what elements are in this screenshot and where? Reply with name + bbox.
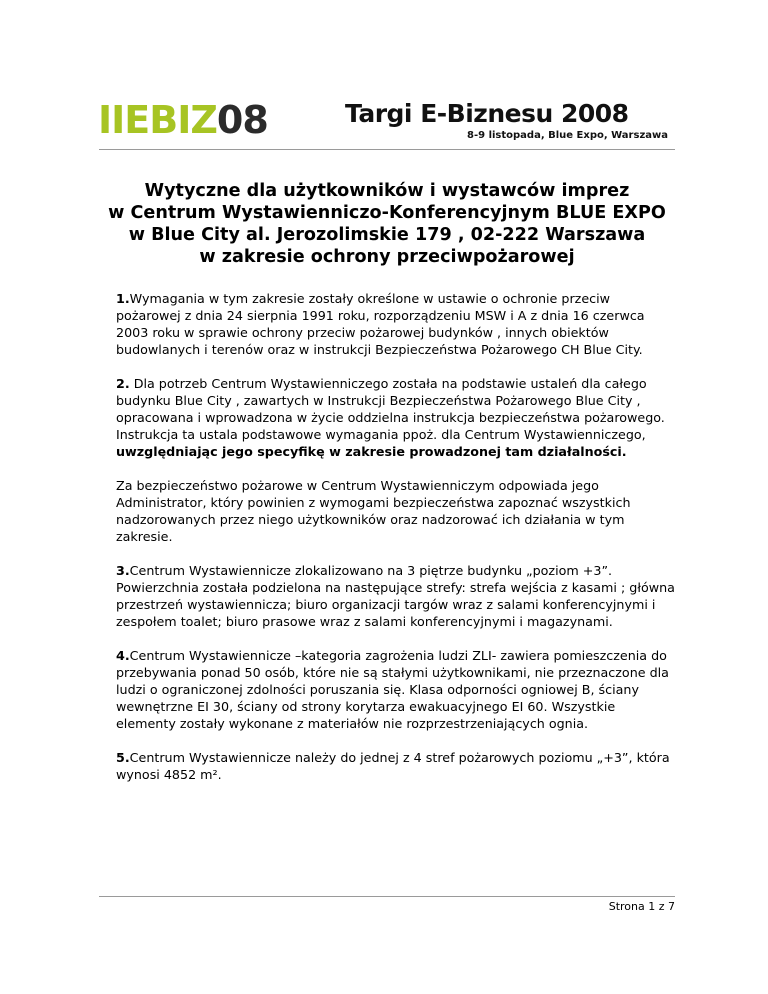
logo-part-year: 08: [216, 98, 268, 142]
paragraph-number: 5.: [116, 750, 130, 765]
paragraph-text: Wymagania w tym zakresie zostały określone w ustawie o ochronie przeciw pożarowej z dnia 24 sierpnia 1991 roku, rozporządzeniu MSW i A z dnia 16 czerwca 2003 roku w sprawie ochrony przeciw pożarowej budynków , innych obiektów budowlanych i terenów oraz w instrukcji Bezpieczeństwa Pożarowego CH Blue City.: [116, 291, 645, 357]
title-line-4: w zakresie ochrony przeciwpożarowej: [199, 247, 575, 267]
paragraph-3: [116, 562, 676, 630]
title-line-1: Wytyczne dla użytkowników i wystawców imprez: [144, 181, 630, 201]
title-line-3: w Blue City al. Jerozolimskie 179 , 02-222 Warszawa: [128, 225, 646, 245]
event-subtitle: 8-9 listopada, Blue Expo, Warszawa: [467, 130, 668, 141]
logo-part-ie: IIE: [98, 98, 150, 142]
header-divider: [99, 149, 675, 150]
paragraph-text: Centrum Wystawiennicze –kategoria zagrożenia ludzi ZLI- zawiera pomieszczenia do przebywania ponad 50 osób, które nie są stałymi użytkownikami, nie przeznaczone dla ludzi o ograniczonej zdolności poruszania się. Klasa odporności ogniowej B, ściany wewnętrzne EI 30, ściany od strony korytarza ewakuacyjnego EI 60. Wszystkie elementy zostały wykonane z materiałów nie rozprzestrzeniających ognia.: [116, 648, 669, 731]
paragraph-text: Za bezpieczeństwo pożarowe w Centrum Wystawienniczym odpowiada jego Administrator, który powinien z wymogami bezpieczeństwa zapoznać wszystkich nadzorowanych przez niego użytkowników oraz nadzorować ich działania w tym zakresie.: [116, 478, 631, 544]
document-title: [90, 180, 684, 268]
paragraph-text: Centrum Wystawiennicze należy do jednej z 4 stref pożarowych poziomu „+3”, która wynosi 4852 m².: [116, 750, 670, 782]
iebiz-logo: [98, 100, 268, 140]
paragraph-number: 1.: [116, 291, 130, 306]
logo-part-biz: BIZ: [149, 98, 217, 142]
paragraph-text: Centrum Wystawiennicze zlokalizowano na 3 piętrze budynku „poziom +3”. Powierzchnia została podzielona na następujące strefy: strefa wejścia z kasami ; główna przestrzeń wystawiennicza; biuro organizacji targów wraz z salami konferencyjnymi i zespołem toalet; biuro prasowe wraz z salami konferencyjnymi i magazynami.: [116, 563, 675, 629]
paragraph-number: 3.: [116, 563, 130, 578]
paragraph-4: [116, 647, 676, 732]
paragraph-1: [116, 290, 676, 358]
paragraph-2b: [116, 477, 676, 545]
title-line-2: w Centrum Wystawienniczo-Konferencyjnym BLUE EXPO: [108, 203, 666, 223]
page-number: Strona 1 z 7: [608, 900, 675, 913]
paragraph-2: [116, 375, 676, 460]
document-body: [116, 290, 676, 800]
event-title: Targi E-Biznesu 2008: [345, 99, 629, 128]
paragraph-number: 2.: [116, 376, 130, 391]
paragraph-number: 4.: [116, 648, 130, 663]
paragraph-text: Dla potrzeb Centrum Wystawienniczego została na podstawie ustaleń dla całego budynku Blue City , zawartych w Instrukcji Bezpieczeństwa Pożarowego Blue City , opracowana i wprowadzona w życie oddzielna instrukcja bezpieczeństwa pożarowego. Instrukcja ta ustala podstawowe wymagania ppoż. dla Centrum Wystawienniczego,: [116, 376, 665, 442]
footer-divider: [99, 896, 675, 897]
paragraph-5: [116, 749, 676, 783]
paragraph-emphasis: uwzględniając jego specyfikę w zakresie prowadzonej tam działalności.: [116, 444, 627, 459]
event-header: [98, 92, 678, 148]
